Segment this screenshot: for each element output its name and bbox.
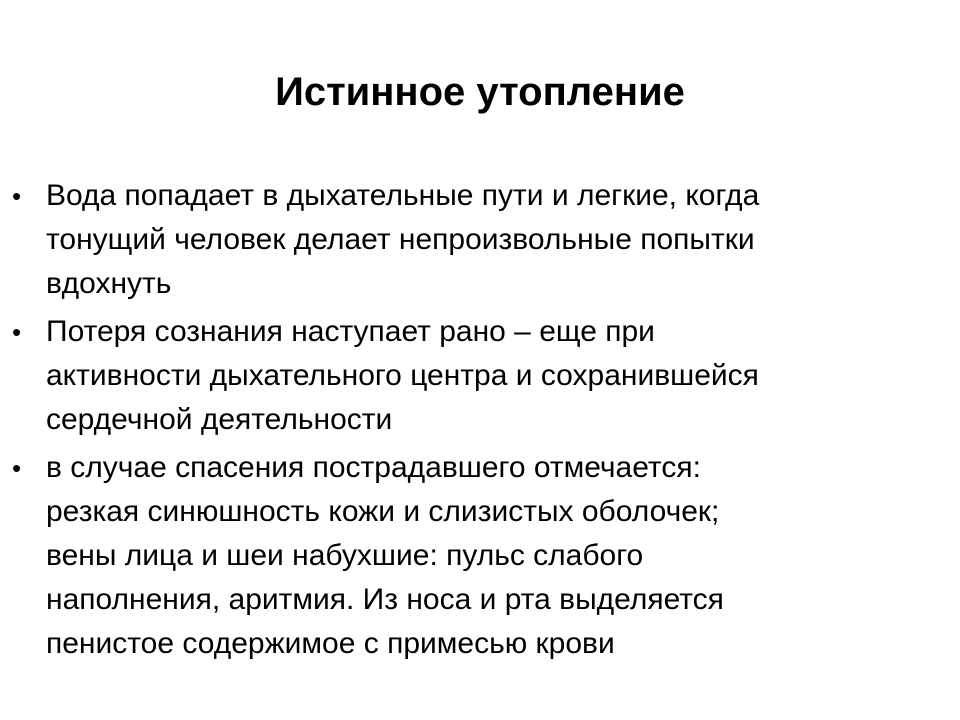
bullet-line: Вода попадает в дыхательные пути и легкие, когда	[46, 179, 760, 212]
bullet-line: Потеря сознания наступает рано – еще при	[46, 315, 655, 348]
bullet-item-2	[0, 310, 926, 442]
bullet-marker: •	[12, 317, 22, 347]
bullet-line: в случае спасения пострадавшего отмечается:	[46, 451, 701, 484]
bullet-line: вдохнуть	[46, 267, 172, 300]
bullet-item-3	[0, 446, 926, 666]
bullet-line: сердечной деятельности	[46, 403, 393, 436]
bullet-list	[0, 174, 960, 670]
bullet-line: тонущий человек делает непроизвольные попытки	[46, 223, 755, 256]
bullet-marker: •	[12, 453, 22, 483]
bullet-line: активности дыхательного центра и сохранившейся	[46, 359, 759, 392]
bullet-marker: •	[12, 181, 22, 211]
bullet-line: вены лица и шеи набухшие: пульс слабого	[46, 539, 644, 572]
slide-title: Истинное утопление	[275, 70, 685, 114]
bullet-line: пенистое содержимое с примесью крови	[46, 627, 615, 660]
bullet-item-1	[0, 174, 926, 306]
bullet-line: наполнения, аритмия. Из носа и рта выделяется	[46, 583, 724, 616]
bullet-line: резкая синюшность кожи и слизистых оболочек;	[46, 495, 720, 528]
